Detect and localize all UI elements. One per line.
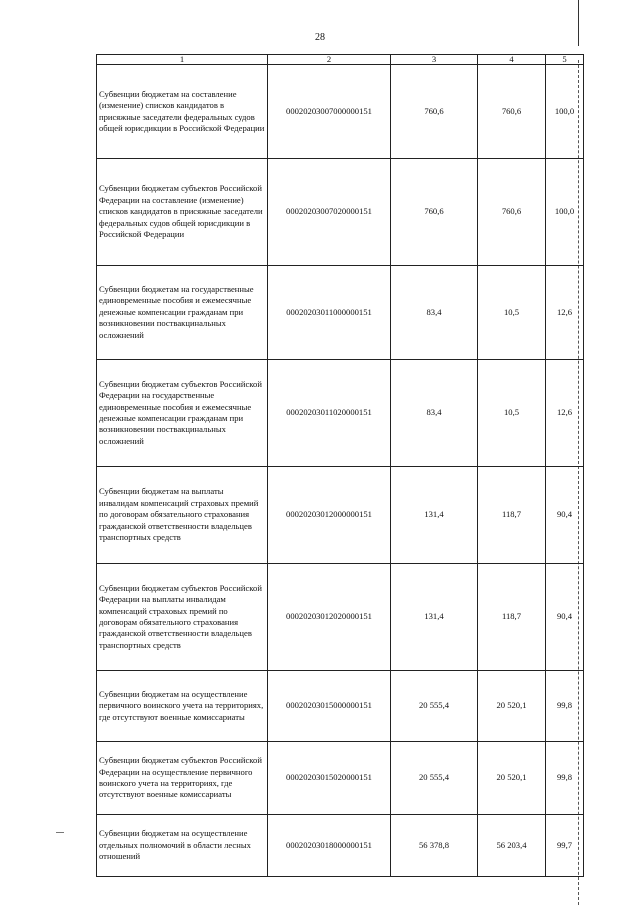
row-code: 00020203015020000151: [268, 742, 391, 815]
row-code: 00020203018000000151: [268, 815, 391, 877]
row-plan: 20 555,4: [391, 742, 478, 815]
row-plan: 131,4: [391, 564, 478, 671]
row-plan: 83,4: [391, 360, 478, 467]
row-plan: 56 378,8: [391, 815, 478, 877]
row-percent: 12,6: [546, 360, 584, 467]
row-fact: 10,5: [478, 266, 546, 360]
row-percent: 100,0: [546, 65, 584, 159]
row-fact: 118,7: [478, 564, 546, 671]
row-plan: 760,6: [391, 65, 478, 159]
column-header-1: 1: [97, 55, 268, 65]
row-fact: 56 203,4: [478, 815, 546, 877]
column-header-5: 5: [546, 55, 584, 65]
row-percent: 99,7: [546, 815, 584, 877]
row-name: Субвенции бюджетам субъектов Российской Федерации на осуществление первичного воинского учета на территориях, где отсутствуют военные комиссариаты: [97, 742, 268, 815]
row-name: Субвенции бюджетам субъектов Российской Федерации на составление (изменение) списков кандидатов в присяжные заседатели федеральных судов общей юрисдикции в Российской Федерации: [97, 159, 268, 266]
row-percent: 90,4: [546, 467, 584, 564]
row-name: Субвенции бюджетам на государственные единовременные пособия и ежемесячные денежные компенсации гражданам при возникновении поствакцинальных осложнений: [97, 266, 268, 360]
row-name: Субвенции бюджетам на осуществление отдельных полномочий в области лесных отношений: [97, 815, 268, 877]
row-name: Субвенции бюджетам на осуществление первичного воинского учета на территориях, где отсутствуют военные комиссариаты: [97, 671, 268, 742]
table-row: [97, 266, 584, 360]
row-code: 00020203015000000151: [268, 671, 391, 742]
row-code: 00020203007000000151: [268, 65, 391, 159]
row-name: Субвенции бюджетам субъектов Российской Федерации на выплаты инвалидам компенсаций страховых премий по договорам обязательного страхования гражданской ответственности владельцев транспортных средств: [97, 564, 268, 671]
table-row: [97, 671, 584, 742]
row-fact: 20 520,1: [478, 671, 546, 742]
row-fact: 760,6: [478, 65, 546, 159]
row-code: 00020203012000000151: [268, 467, 391, 564]
row-percent: 90,4: [546, 564, 584, 671]
row-name: Субвенции бюджетам на выплаты инвалидам компенсаций страховых премий по договорам обязательного страхования гражданской ответственности владельцев транспортных средств: [97, 467, 268, 564]
row-plan: 760,6: [391, 159, 478, 266]
row-code: 00020203011020000151: [268, 360, 391, 467]
column-header-2: 2: [268, 55, 391, 65]
margin-mark: [56, 832, 64, 833]
table-header-row: [97, 55, 584, 65]
row-name: Субвенции бюджетам субъектов Российской Федерации на государственные единовременные пособия и ежемесячные денежные компенсации гражданам при возникновении поствакцинальных осложнений: [97, 360, 268, 467]
table-row: [97, 360, 584, 467]
row-fact: 20 520,1: [478, 742, 546, 815]
row-percent: 99,8: [546, 742, 584, 815]
row-fact: 10,5: [478, 360, 546, 467]
budget-table: [96, 54, 584, 877]
row-plan: 131,4: [391, 467, 478, 564]
row-percent: 99,8: [546, 671, 584, 742]
row-plan: 83,4: [391, 266, 478, 360]
table-row: [97, 742, 584, 815]
table-row: [97, 564, 584, 671]
table-row: [97, 815, 584, 877]
row-fact: 118,7: [478, 467, 546, 564]
row-percent: 100,0: [546, 159, 584, 266]
column-header-3: 3: [391, 55, 478, 65]
row-fact: 760,6: [478, 159, 546, 266]
row-percent: 12,6: [546, 266, 584, 360]
column-header-4: 4: [478, 55, 546, 65]
table-row: [97, 467, 584, 564]
table-row: [97, 65, 584, 159]
row-code: 00020203012020000151: [268, 564, 391, 671]
row-plan: 20 555,4: [391, 671, 478, 742]
row-code: 00020203011000000151: [268, 266, 391, 360]
table-row: [97, 159, 584, 266]
row-name: Субвенции бюджетам на составление (изменение) списков кандидатов в присяжные заседатели федеральных судов общей юрисдикции в Российской Федерации: [97, 65, 268, 159]
page-number: 28: [315, 32, 325, 43]
row-code: 00020203007020000151: [268, 159, 391, 266]
